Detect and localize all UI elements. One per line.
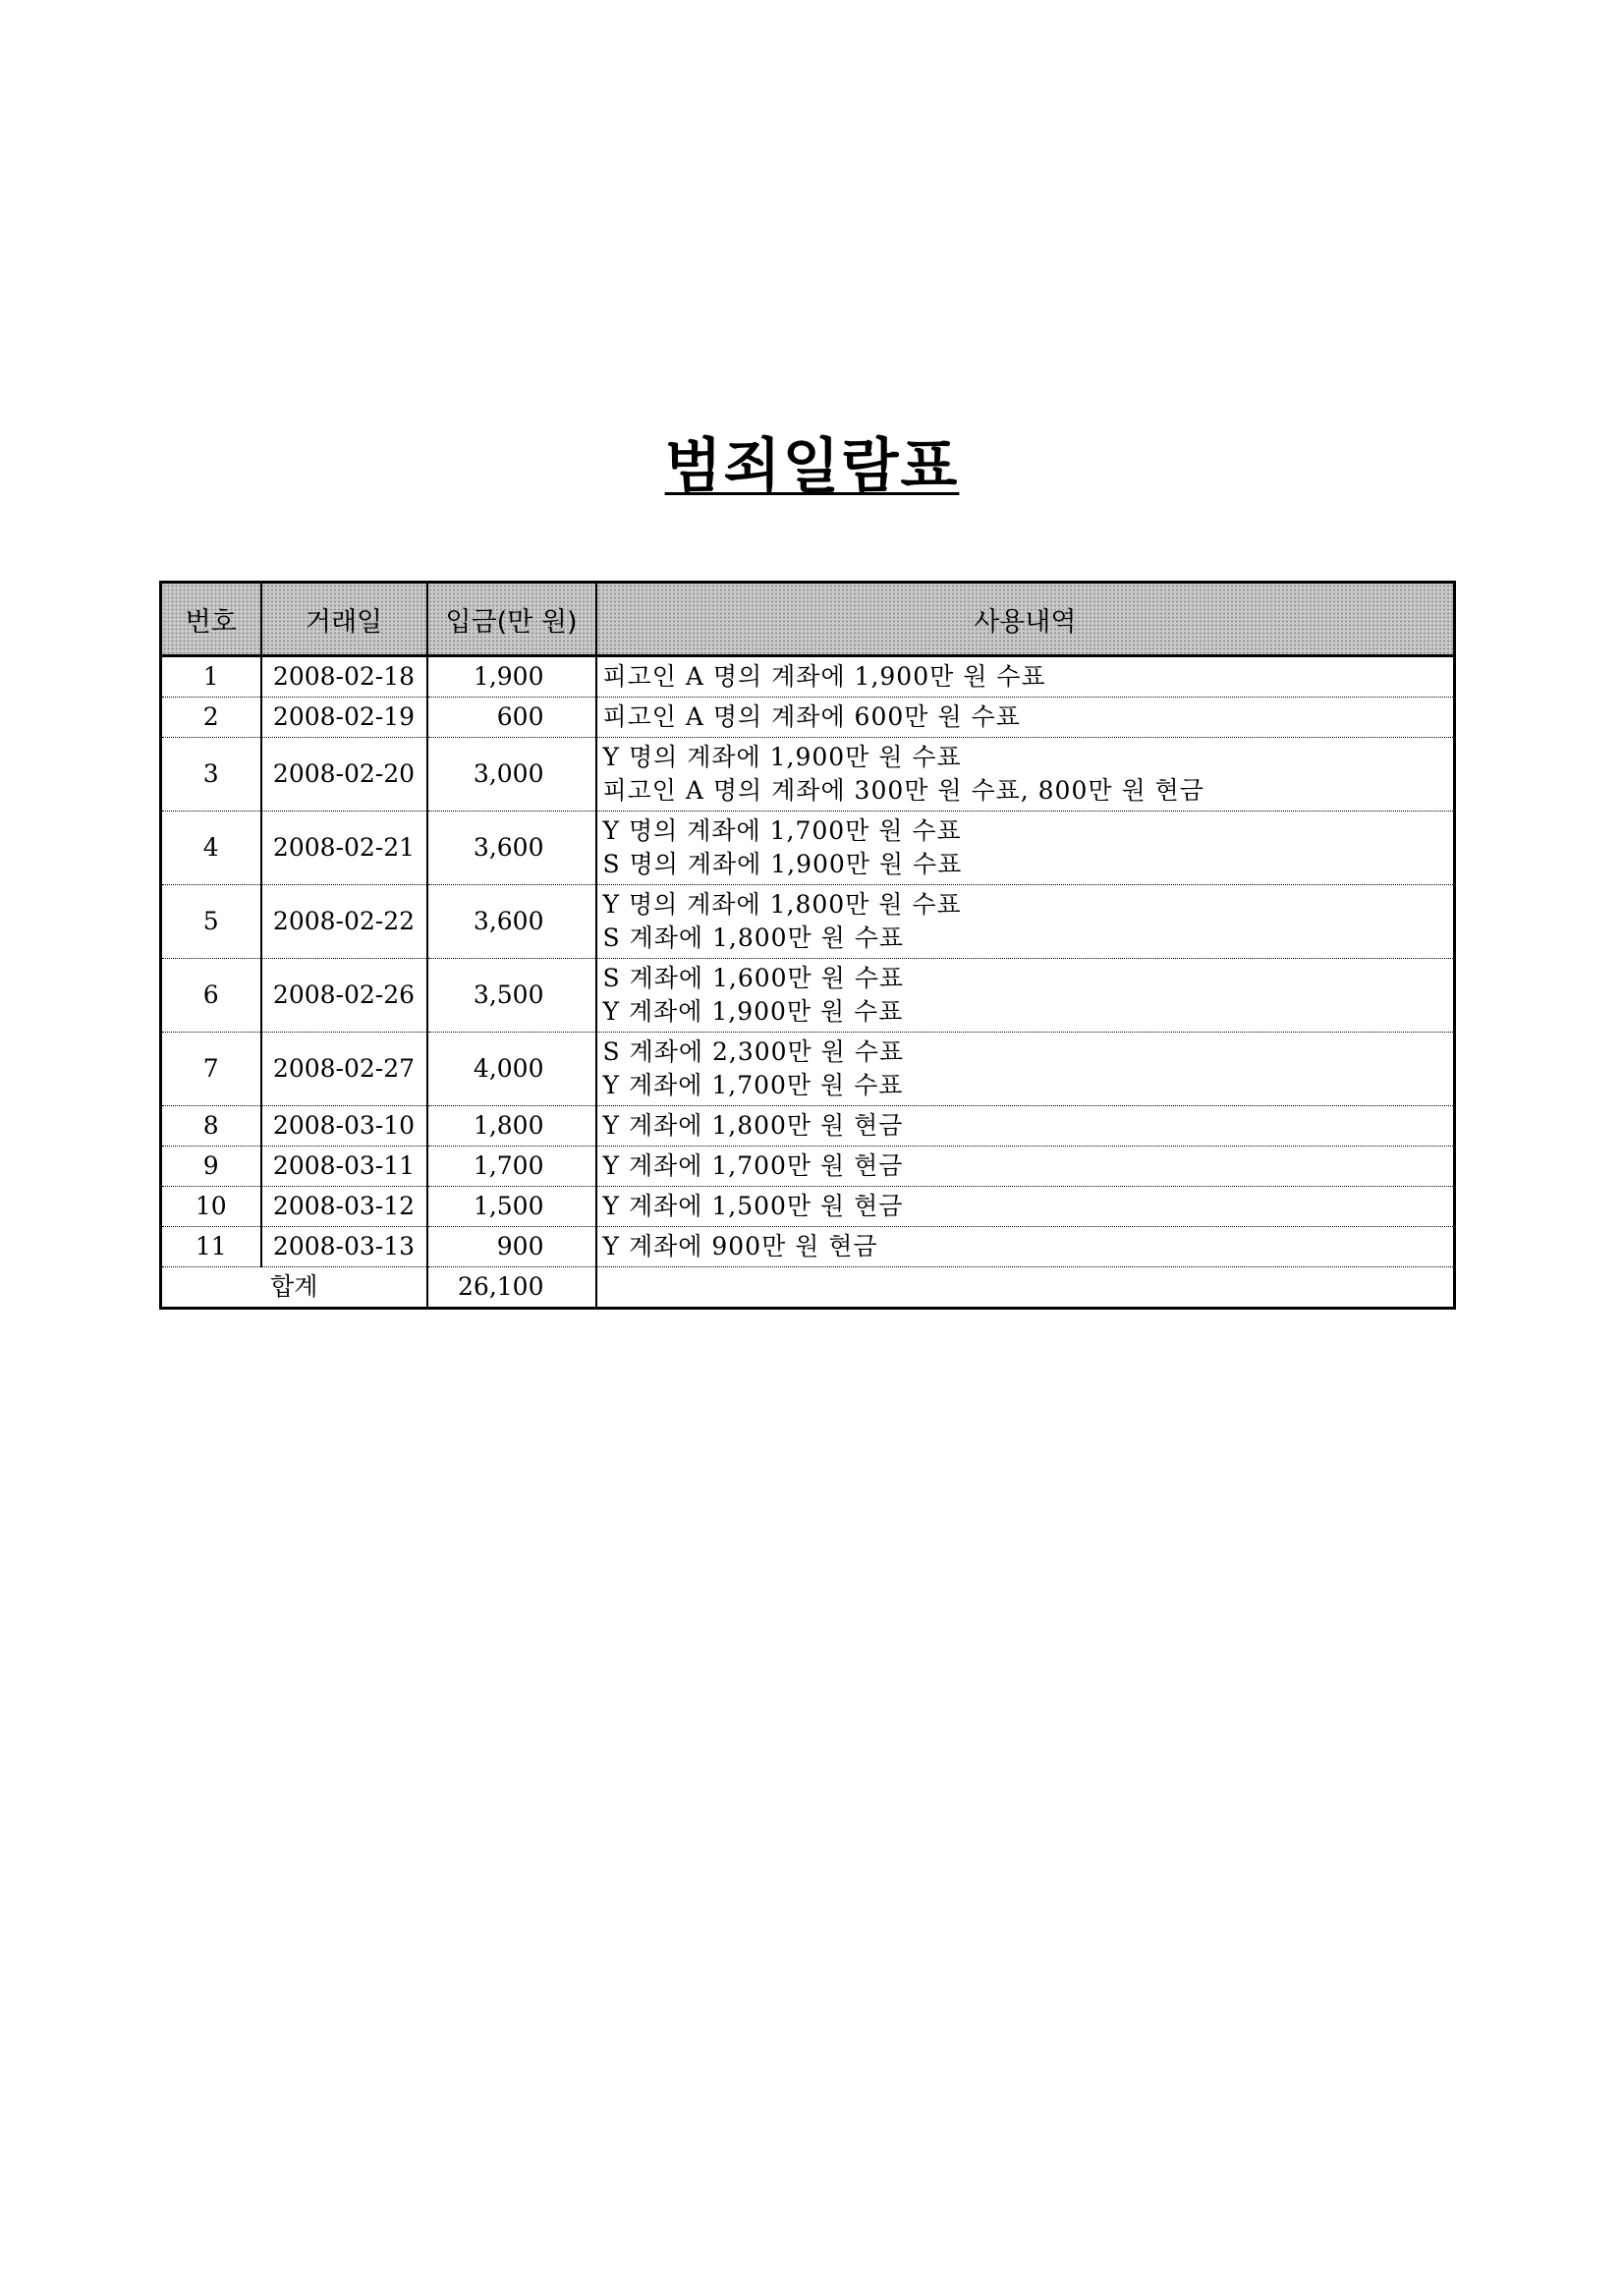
- table-row: [161, 885, 1455, 959]
- description-line: Y 계좌에 1,800만 원 현금: [602, 1111, 904, 1140]
- description-line: Y 명의 계좌에 1,900만 원 수표: [602, 743, 962, 771]
- row-amount: 1,800: [427, 1106, 596, 1147]
- table-row: [161, 812, 1455, 885]
- row-amount: 1,700: [427, 1147, 596, 1187]
- table-row: [161, 698, 1455, 738]
- header-amount: 입금(만 원): [427, 583, 596, 656]
- row-description: [596, 1147, 1455, 1187]
- total-row: [161, 1267, 1455, 1309]
- row-amount: 900: [427, 1227, 596, 1267]
- row-amount: 1,900: [427, 656, 596, 698]
- row-number: 10: [161, 1187, 261, 1227]
- row-description: [596, 1033, 1455, 1106]
- page-title: 범죄일람표: [664, 432, 960, 501]
- row-date: 2008-02-27: [261, 1033, 427, 1106]
- row-date: 2008-03-10: [261, 1106, 427, 1147]
- description-line: Y 계좌에 1,700만 원 현금: [602, 1151, 904, 1180]
- table-row: [161, 656, 1455, 698]
- row-description: [596, 1106, 1455, 1147]
- row-description: [596, 1227, 1455, 1267]
- table-header-row: [161, 583, 1455, 656]
- row-amount: 3,000: [427, 738, 596, 812]
- row-description: [596, 698, 1455, 738]
- total-amount: 26,100: [427, 1267, 596, 1309]
- description-line: 피고인 A 명의 계좌에 1,900만 원 수표: [602, 662, 1046, 691]
- table-body: [161, 656, 1455, 1309]
- header-no: 번호: [161, 583, 261, 656]
- row-date: 2008-03-12: [261, 1187, 427, 1227]
- row-number: 3: [161, 738, 261, 812]
- row-number: 6: [161, 959, 261, 1033]
- row-description: [596, 656, 1455, 698]
- description-line: Y 계좌에 1,500만 원 현금: [602, 1192, 904, 1220]
- row-amount: 3,600: [427, 885, 596, 959]
- table-row: [161, 1106, 1455, 1147]
- row-amount: 3,600: [427, 812, 596, 885]
- table-row: [161, 959, 1455, 1033]
- row-date: 2008-02-21: [261, 812, 427, 885]
- row-number: 2: [161, 698, 261, 738]
- table-row: [161, 738, 1455, 812]
- row-amount: 4,000: [427, 1033, 596, 1106]
- row-description: [596, 1187, 1455, 1227]
- description-line: Y 계좌에 900만 원 현금: [602, 1232, 878, 1260]
- row-number: 9: [161, 1147, 261, 1187]
- total-label: 합계: [161, 1267, 427, 1309]
- row-description: [596, 738, 1455, 812]
- row-date: 2008-02-18: [261, 656, 427, 698]
- description-line: Y 계좌에 1,900만 원 수표: [602, 997, 904, 1026]
- row-description: [596, 959, 1455, 1033]
- table-row: [161, 1147, 1455, 1187]
- row-date: 2008-02-19: [261, 698, 427, 738]
- table-row: [161, 1227, 1455, 1267]
- row-amount: 600: [427, 698, 596, 738]
- description-line: S 명의 계좌에 1,900만 원 수표: [602, 850, 963, 878]
- table-row: [161, 1187, 1455, 1227]
- row-amount: 1,500: [427, 1187, 596, 1227]
- total-desc-empty: [596, 1267, 1455, 1309]
- header-description: 사용내역: [596, 583, 1455, 656]
- row-number: 8: [161, 1106, 261, 1147]
- description-line: S 계좌에 1,800만 원 수표: [602, 924, 905, 952]
- row-date: 2008-03-11: [261, 1147, 427, 1187]
- description-line: 피고인 A 명의 계좌에 600만 원 수표: [602, 702, 1021, 731]
- row-description: [596, 812, 1455, 885]
- row-date: 2008-02-26: [261, 959, 427, 1033]
- table-row: [161, 1033, 1455, 1106]
- row-date: 2008-02-20: [261, 738, 427, 812]
- row-description: [596, 885, 1455, 959]
- row-number: 5: [161, 885, 261, 959]
- row-number: 7: [161, 1033, 261, 1106]
- row-amount: 3,500: [427, 959, 596, 1033]
- crime-list-table: [159, 581, 1456, 1310]
- description-line: S 계좌에 1,600만 원 수표: [602, 964, 905, 992]
- row-number: 11: [161, 1227, 261, 1267]
- description-line: Y 계좌에 1,700만 원 수표: [602, 1071, 904, 1099]
- header-date: 거래일: [261, 583, 427, 656]
- row-number: 4: [161, 812, 261, 885]
- description-line: Y 명의 계좌에 1,700만 원 수표: [602, 816, 962, 845]
- row-number: 1: [161, 656, 261, 698]
- description-line: 피고인 A 명의 계좌에 300만 원 수표, 800만 원 현금: [602, 776, 1204, 805]
- description-line: S 계좌에 2,300만 원 수표: [602, 1037, 905, 1066]
- row-date: 2008-03-13: [261, 1227, 427, 1267]
- description-line: Y 명의 계좌에 1,800만 원 수표: [602, 890, 962, 919]
- row-date: 2008-02-22: [261, 885, 427, 959]
